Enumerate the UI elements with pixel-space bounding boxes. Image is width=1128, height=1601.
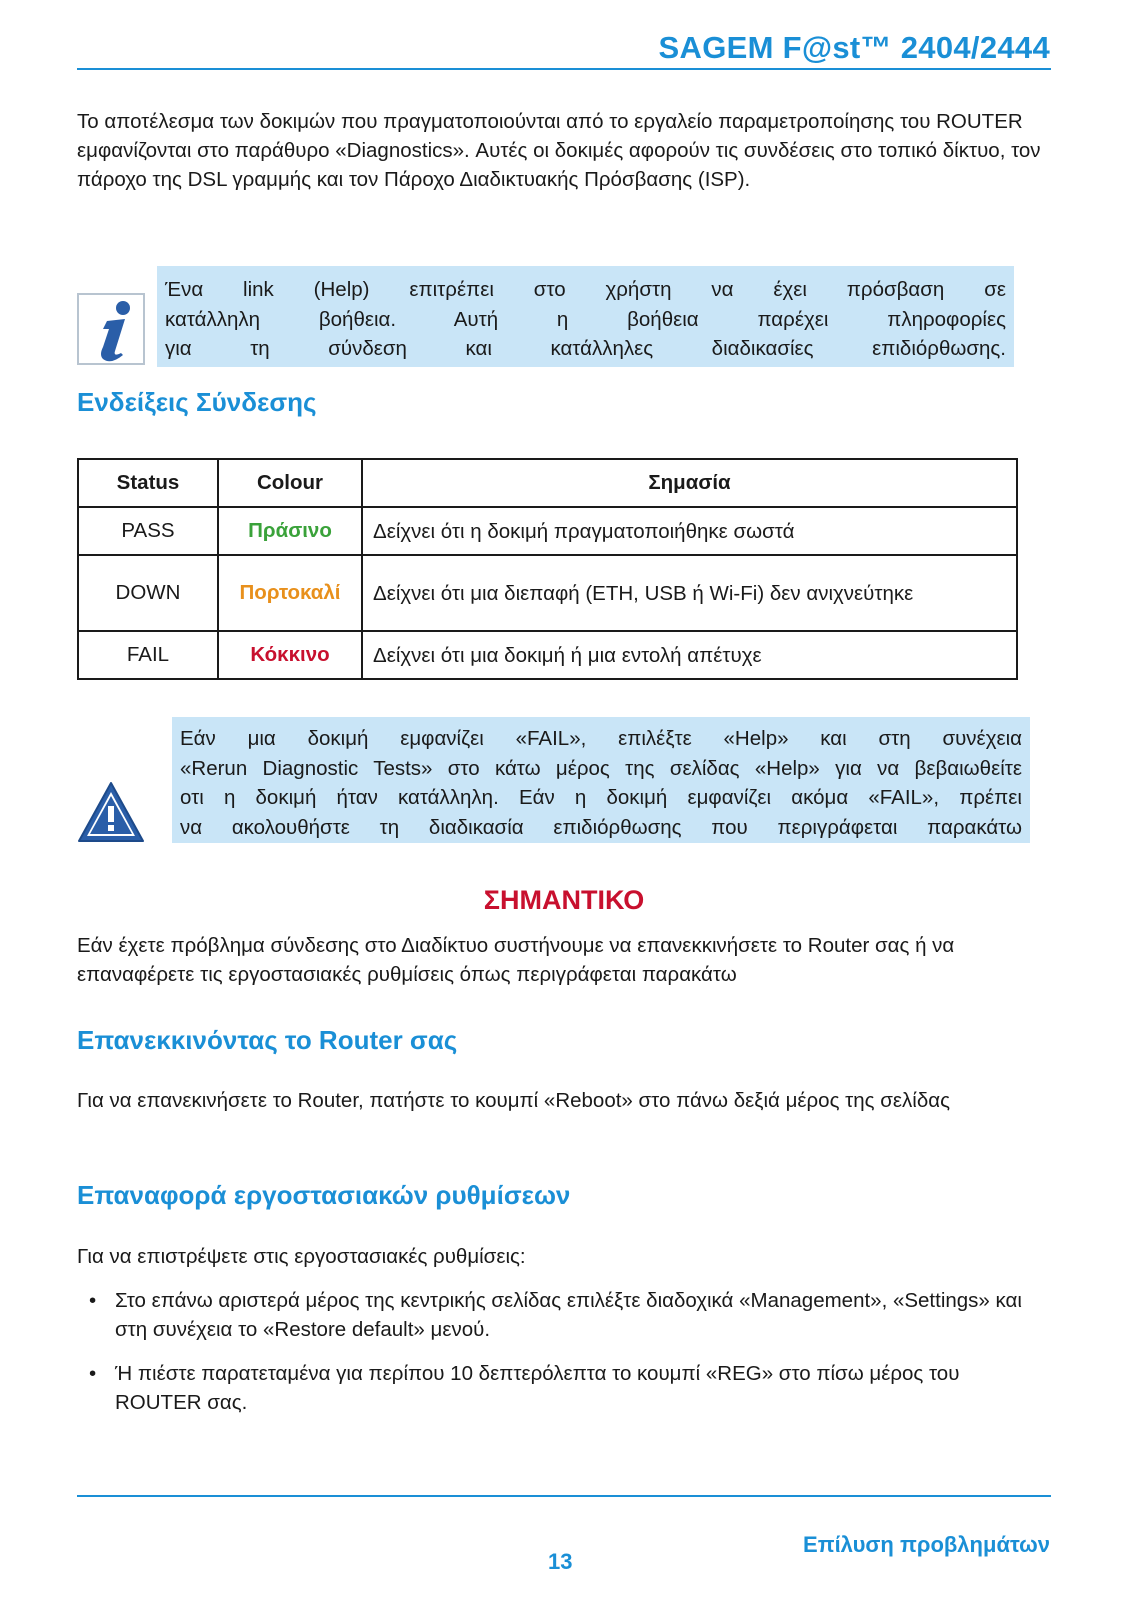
colour-cell: Πορτοκαλί	[218, 555, 362, 631]
warning-callout	[172, 717, 1030, 843]
header-rule	[77, 68, 1051, 70]
section-heading-restart: Επανεκκινόντας το Router σας	[77, 1025, 458, 1055]
table-header-colour: Colour	[218, 459, 362, 507]
info-callout	[157, 266, 1014, 367]
warning-callout-line: Εάν μια δοκιμή εμφανίζει «FAIL», επιλέξτε «Help» και στη συνέχεια	[180, 727, 1022, 750]
footer-section-title: Επίλυση προβλημάτων	[803, 1532, 1050, 1557]
table-row	[78, 507, 1017, 555]
page-number: 13	[548, 1549, 573, 1574]
bullet-icon: •	[89, 1289, 97, 1312]
table-header-row	[78, 459, 1017, 507]
table-header-meaning: Σημασία	[362, 459, 1017, 507]
colour-cell: Κόκκινο	[218, 631, 362, 679]
table-row	[78, 555, 1017, 631]
colour-cell: Πράσινο	[218, 507, 362, 555]
list-item	[77, 1286, 1051, 1344]
info-icon	[77, 293, 145, 365]
warning-callout-line: να ακολουθήστε τη διαδικασία επιδιόρθωσης που περιγράφεται παρακάτω	[180, 815, 1022, 839]
restart-paragraph	[77, 1086, 1051, 1115]
important-text: Εάν έχετε πρόβλημα σύνδεσης στο Διαδίκτυο συστήνουμε να επανεκκινήσετε το Router σας ή να επαναφέρετε τις εργοστασιακές ρυθμίσεις όπως περιγράφεται παρακάτω	[77, 934, 955, 986]
list-item	[77, 1359, 1051, 1417]
status-cell: PASS	[78, 507, 218, 555]
info-callout-line: κατάλληλη βοήθεια. Αυτή η βοήθεια παρέχει πληροφορίες	[165, 307, 1006, 331]
factory-reset-intro-text: Για να επιστρέψετε στις εργοστασιακές ρυθμίσεις:	[77, 1245, 526, 1268]
restart-text: Για να επανεκινήσετε το Router, πατήστε το κουμπί «Reboot» στο πάνω δεξιά μέρος της σελίδας	[77, 1089, 950, 1112]
intro-paragraph	[77, 107, 1051, 194]
status-table	[77, 458, 1018, 680]
bullet-icon: •	[89, 1362, 97, 1385]
list-item-text: Ή πιέστε παρατεταμένα για περίπου 10 δεπτερόλεπτα το κουμπί «REG» στο πίσω μέρος του ROUTER σας.	[115, 1362, 960, 1414]
important-paragraph	[77, 931, 1051, 989]
list-item-text: Στο επάνω αριστερά μέρος της κεντρικής σελίδας επιλέξτε διαδοχικά «Management», «Settings» και στη συνέχεια το «Restore default» μενού.	[115, 1289, 1022, 1341]
footer-rule	[77, 1495, 1051, 1497]
important-title: ΣΗΜΑΝΤΙΚΟ	[483, 885, 645, 915]
section-heading-indications: Ενδείξεις Σύνδεσης	[77, 387, 317, 417]
warning-callout-line: «Rerun Diagnostic Tests» στο κάτω μέρος της σελίδας «Help» για να βεβαιωθείτε	[180, 756, 1022, 780]
intro-text: Το αποτέλεσμα των δοκιμών που πραγματοποιούνται από το εργαλείο παραμετροποίησης του ROUTER εμφανίζονται στο παράθυρο «Diagnostics». Αυτές οι δοκιμές αφορούν τις συνδέσεις στο τοπικό δίκτυο, τον πάροχο της DSL γραμμής και τον Πάροχο Διαδικτυακής Πρόσβασης (ISP).	[77, 110, 1041, 191]
meaning-cell: Δείχνει ότι η δοκιμή πραγματοποιήθηκε σωστά	[362, 507, 1017, 555]
factory-reset-steps	[77, 1286, 1051, 1432]
info-callout-line: για τη σύνδεση και κατάλληλες διαδικασίες επιδιόρθωσης.	[165, 337, 1006, 360]
warning-callout-line: οτι η δοκιμή ήταν κατάλληλη. Εάν η δοκιμή εμφανίζει ακόμα «FAIL», πρέπει	[180, 786, 1022, 809]
meaning-cell: Δείχνει ότι μια διεπαφή (ETH, USB ή Wi-Fi) δεν ανιχνεύτηκε	[362, 555, 1017, 631]
status-cell: DOWN	[78, 555, 218, 631]
section-heading-factory-reset: Επαναφορά εργοστασιακών ρυθμίσεων	[77, 1180, 571, 1210]
table-row	[78, 631, 1017, 679]
warning-icon	[77, 780, 145, 844]
page-title: SAGEM F@st™ 2404/2444	[658, 30, 1050, 65]
table-header-status: Status	[78, 459, 218, 507]
status-cell: FAIL	[78, 631, 218, 679]
info-callout-line: Ένα link (Help) επιτρέπει στο χρήστη να έχει πρόσβαση σε	[165, 278, 1006, 301]
meaning-cell: Δείχνει ότι μια δοκιμή ή μια εντολή απέτυχε	[362, 631, 1017, 679]
factory-reset-intro	[77, 1242, 1051, 1271]
